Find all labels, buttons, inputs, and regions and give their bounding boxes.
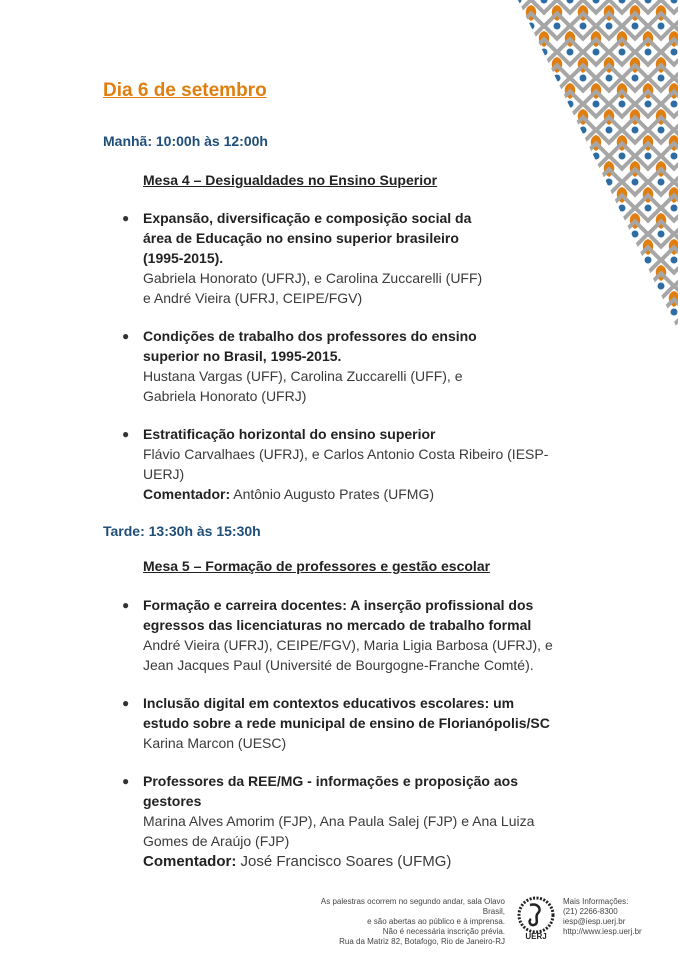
footer-line: Rua da Matriz 82, Botafogo, Rio de Janeiro-RJ	[339, 937, 505, 946]
tile-dot	[645, 205, 652, 212]
tile-dot	[671, 101, 678, 108]
tile-frame	[583, 299, 608, 324]
talk-authors-line: Gabriela Honorato (UFRJ)	[143, 388, 307, 404]
tile-dot	[632, 23, 639, 30]
tile-flower	[526, 109, 537, 125]
tile-dot	[632, 127, 639, 134]
tile-dot	[671, 205, 678, 212]
contact-line: (21) 2266-8300	[563, 907, 618, 916]
talk-item	[122, 693, 592, 753]
tile-dot	[528, 23, 535, 30]
tile-frame	[648, 325, 673, 330]
tile-dot	[671, 49, 678, 56]
tile-dot	[567, 0, 574, 4]
tile-dot	[593, 153, 600, 160]
commentator-line	[143, 484, 562, 504]
bullet-icon: ●	[122, 696, 130, 710]
contact-info	[563, 897, 642, 937]
bullet-icon: ●	[122, 774, 130, 788]
talk-title-line: Professores da REE/MG - informações e proposição aos	[143, 773, 518, 789]
tile-flower	[591, 187, 602, 203]
tile-dot	[518, 49, 522, 56]
tile-dot	[645, 257, 652, 264]
contact-line[interactable]: http://www.iesp.uerj.br	[563, 927, 642, 936]
talk-authors-line: UERJ)	[143, 466, 185, 482]
tile-dot	[580, 75, 587, 82]
tile-frame	[609, 247, 634, 272]
talk-title-line: Expansão, diversificação e composição social da	[143, 210, 472, 226]
tile-frame	[596, 325, 621, 330]
tile-flower	[656, 317, 667, 330]
talk-title-line: Inclusão digital em contextos educativos escolares: um	[143, 695, 515, 711]
footer-line: As palestras ocorrem no segundo andar, sala Olavo Brasil,	[320, 897, 505, 916]
talk-item	[122, 595, 592, 675]
tile-dot	[580, 179, 587, 186]
talk-title-line: (1995-2015).	[143, 250, 224, 266]
tile-flower	[552, 161, 563, 177]
tile-dot	[658, 231, 665, 238]
tile-dot	[658, 283, 665, 290]
tile-dot	[541, 49, 548, 56]
tile-frame	[518, 65, 543, 90]
tile-flower	[539, 83, 550, 99]
tile-flower	[565, 291, 576, 307]
tile-flower	[526, 57, 537, 73]
tile-dot	[593, 101, 600, 108]
tile-frame	[674, 325, 678, 330]
tile-dot	[658, 75, 665, 82]
tile-flower	[526, 161, 537, 177]
tile-dot	[632, 231, 639, 238]
tile-dot	[567, 153, 574, 160]
tile-flower	[617, 239, 628, 255]
tile-dot	[645, 101, 652, 108]
commentator-line	[143, 852, 592, 872]
tile-dot	[518, 153, 522, 160]
tile-dot	[593, 309, 600, 316]
tile-dot	[658, 127, 665, 134]
tile-dot	[645, 49, 652, 56]
tile-frame	[544, 117, 569, 142]
tile-frame	[531, 143, 556, 168]
tile-dot	[518, 101, 522, 108]
tile-frame	[635, 299, 660, 324]
tile-flower	[630, 265, 641, 281]
tile-dot	[567, 49, 574, 56]
tile-flower	[604, 317, 615, 330]
talk-authors-line: Gabriela Honorato (UFRJ), e Carolina Zuccarelli (UFF)	[143, 270, 483, 286]
tile-flower	[539, 135, 550, 151]
tile-flower	[643, 291, 654, 307]
tile-dot	[554, 127, 561, 134]
tile-dot	[554, 23, 561, 30]
commentator-name: Antônio Augusto Prates (UFMG)	[230, 486, 434, 502]
talk-title-line: Formação e carreira docentes: A inserção profissional dos	[143, 597, 534, 613]
bullet-icon: ●	[122, 427, 130, 441]
tile-dot	[554, 75, 561, 82]
tile-dot	[645, 153, 652, 160]
tile-dot	[619, 205, 626, 212]
tile-dot	[567, 205, 574, 212]
tile-flower	[617, 291, 628, 307]
commentator-label: Comentador:	[143, 853, 237, 870]
tile-flower	[565, 187, 576, 203]
morning-session-label: Manhã: 10:00h às 12:00h	[103, 133, 268, 149]
talk-authors-line: Hustana Vargas (UFF), Carolina Zuccarelli (UFF), e	[143, 368, 463, 384]
tile-dot	[658, 23, 665, 30]
tile-dot	[554, 179, 561, 186]
talk-authors-line: e André Vieira (UFRJ, CEIPE/FGV)	[143, 290, 363, 306]
tile-dot	[580, 23, 587, 30]
tile-dot	[518, 309, 522, 316]
tile-flower	[565, 239, 576, 255]
tile-flower	[578, 161, 589, 177]
talk-authors-line: Karina Marcon (UESC)	[143, 735, 287, 751]
tile-frame	[583, 247, 608, 272]
tile-dot	[606, 283, 613, 290]
tile-dot	[606, 23, 613, 30]
tile-dot	[632, 179, 639, 186]
tile-dot	[632, 75, 639, 82]
tile-frame	[596, 221, 621, 246]
tile-flower	[552, 109, 563, 125]
tile-frame	[622, 325, 647, 330]
tile-frame	[518, 117, 543, 142]
tile-dot	[671, 309, 678, 316]
tile-dot	[593, 205, 600, 212]
tile-dot	[619, 153, 626, 160]
tile-dot	[619, 309, 626, 316]
tile-dot	[580, 231, 587, 238]
tile-flower	[565, 135, 576, 151]
talk-item	[122, 326, 562, 406]
tile-dot	[671, 0, 678, 4]
tile-frame	[570, 221, 595, 246]
tile-dot	[541, 0, 548, 4]
talk-item	[122, 424, 562, 504]
tile-flower	[604, 213, 615, 229]
tile-dot	[619, 101, 626, 108]
tile-dot	[671, 257, 678, 264]
tile-frame	[596, 273, 621, 298]
tile-frame	[531, 91, 556, 116]
talk-title-line: Estratificação horizontal do ensino superior	[143, 426, 436, 442]
talk-authors-line: Gomes de Araújo (FJP)	[143, 833, 290, 849]
tile-dot	[619, 49, 626, 56]
talk-title-line: estudo sobre a rede municipal de ensino de Florianópolis/SC	[143, 715, 550, 731]
footer-line: e são abertas ao público e à imprensa.	[367, 917, 505, 926]
tile-dot	[593, 257, 600, 264]
commentator-label: Comentador:	[143, 486, 231, 502]
afternoon-session-label: Tarde: 13:30h às 15:30h	[103, 523, 261, 539]
talk-authors-line: Flávio Carvalhaes (UFRJ), e Carlos Antonio Costa Ribeiro (IESP-	[143, 446, 549, 462]
tile-dot	[518, 0, 522, 4]
talk-authors-line: André Vieira (UFRJ), CEIPE/FGV), Maria Ligia Barbosa (UFRJ), e	[143, 637, 553, 653]
tile-frame	[609, 299, 634, 324]
tile-frame	[557, 143, 582, 168]
tile-dot	[528, 127, 535, 134]
tile-flower	[578, 317, 589, 330]
mesa-5-title: Mesa 5 – Formação de professores e gestão escolar	[143, 558, 491, 574]
commentator-name: José Francisco Soares (UFMG)	[236, 853, 452, 870]
tile-dot	[606, 75, 613, 82]
tile-dot	[541, 101, 548, 108]
tile-flower	[604, 265, 615, 281]
tile-dot	[619, 257, 626, 264]
tile-frame	[570, 169, 595, 194]
tile-dot	[606, 179, 613, 186]
tile-dot	[528, 179, 535, 186]
tile-dot	[645, 309, 652, 316]
tile-frame	[518, 143, 531, 168]
tile-dot	[606, 127, 613, 134]
talk-title-line: superior no Brasil, 1995-2015.	[143, 348, 342, 364]
tile-frame	[570, 325, 595, 330]
tile-frame	[583, 195, 608, 220]
tile-flower	[630, 317, 641, 330]
tile-dot	[580, 127, 587, 134]
tile-flower	[578, 213, 589, 229]
tile-dot	[632, 283, 639, 290]
tile-dot	[671, 153, 678, 160]
bullet-icon: ●	[122, 329, 130, 343]
tile-dot	[645, 0, 652, 4]
tile-frame	[518, 39, 531, 64]
footer-line: Não é necessária inscrição prévia.	[382, 927, 505, 936]
talk-authors-line: Marina Alves Amorim (FJP), Ana Paula Salej (FJP) e Ana Luiza	[143, 813, 535, 829]
tile-frame	[622, 273, 647, 298]
tile-dot	[593, 49, 600, 56]
day-title: Dia 6 de setembro	[103, 80, 267, 101]
contact-line[interactable]: iesp@iesp.uerj.br	[563, 917, 626, 926]
tile-frame	[518, 169, 543, 194]
tile-dot	[541, 153, 548, 160]
tile-frame	[570, 273, 595, 298]
tile-flower	[591, 239, 602, 255]
tile-dot	[658, 179, 665, 186]
talk-title-line: Condições de trabalho dos professores do ensino	[143, 328, 477, 344]
mesa-4-title: Mesa 4 – Desigualdades no Ensino Superior	[143, 172, 438, 188]
tile-dot	[567, 101, 574, 108]
talk-authors-line: Jean Jacques Paul (Université de Bourgogne-Franche Comté).	[143, 657, 534, 673]
contact-line: Mais Informações:	[563, 897, 629, 906]
tile-dot	[567, 257, 574, 264]
tile-flower	[539, 187, 550, 203]
tile-dot	[567, 309, 574, 316]
tile-dot	[528, 75, 535, 82]
talk-title-line: gestores	[143, 793, 202, 809]
talk-item	[122, 771, 592, 872]
tile-frame	[518, 91, 531, 116]
tile-frame	[544, 169, 569, 194]
tile-dot	[580, 283, 587, 290]
logo-text: UERJ	[525, 932, 547, 941]
tile-flower	[578, 265, 589, 281]
tile-dot	[593, 0, 600, 4]
tile-dot	[541, 309, 548, 316]
footer-info	[300, 897, 505, 947]
tile-flower	[591, 291, 602, 307]
talk-item	[122, 208, 562, 308]
tile-dot	[606, 231, 613, 238]
talk-title-line: egressos das licenciaturas no mercado de trabalho formal	[143, 617, 532, 633]
bullet-icon: ●	[122, 598, 130, 612]
uerj-logo	[514, 895, 558, 941]
talk-title-line: área de Educação no ensino superior brasileiro	[143, 230, 459, 246]
bullet-icon: ●	[122, 211, 130, 225]
tile-dot	[619, 0, 626, 4]
